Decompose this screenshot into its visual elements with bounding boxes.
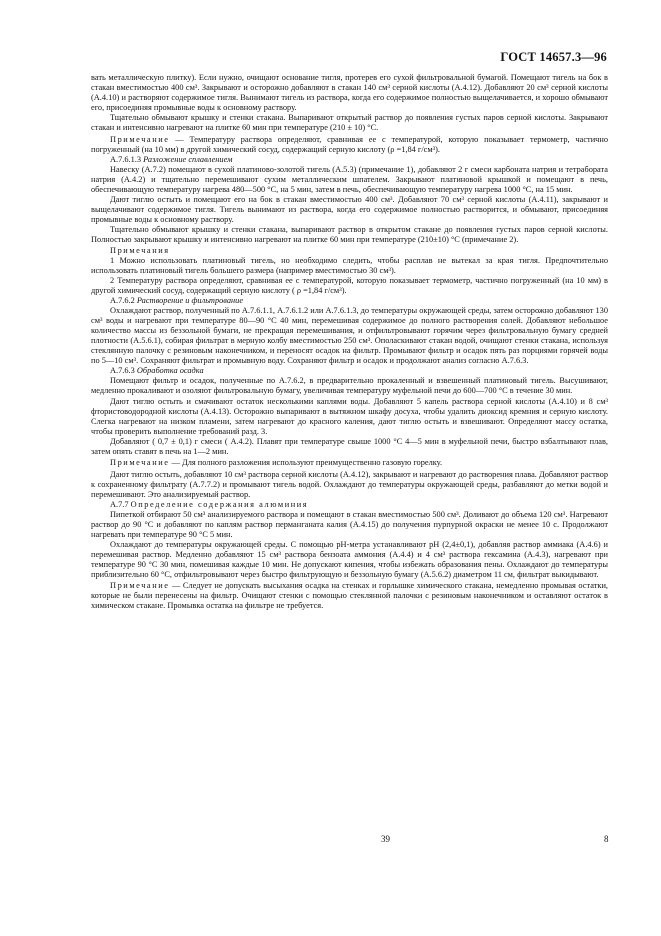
note-paragraph <box>91 581 608 611</box>
page-number-center: 39 <box>381 834 390 844</box>
paragraph: Охлаждают до температуры окружающей среды. С помощью pH-метра устанавливают pH (2,4±0,1), добавляя раствор аммиака (А.4.6) и перемешивая раствор. Медленно добавляют 15 см³ раствора бензоата аммония (А.4.4) и 4 см³ раствора гексамина (А.4.3), нагревают при температуре 90 °С 30 мин, помешивая каждые 10 мин. Не допускают кипения, чтобы избежать образования пены. Охлаждают до температуры приблизительно 60 °С, отфильтровывают через быстро фильтрующую и беззольную бумагу (А.5.6.2) диаметром 11 см, фильтрат выкидывают. <box>91 539 608 579</box>
paragraph: Дают тиглю остыть и смачивают остаток несколькими каплями воды. Добавляют 5 капель раствора серной кислоты (А.4.10) и 8 см³ фтористоводородной кислоты (А.4.13). Осторожно выпаривают в вытяжном шкафу досуха, чтобы удалить диоксид кремния и серную кислоту. Слегка нагревают на низком пламени, затем нагревают до красного каления, дают тиглю остыть и взвешивают. Определяют массу остатка, чтобы проверить выполнение требований разд. 3. <box>91 396 608 436</box>
section-number: А.7.6.3 <box>110 366 135 376</box>
paragraph-continuation: вать металлическую плитку). Если нужно, очищают основание тигля, протерев его сухой фильтровальной бумагой. Помещают тигель на бок в стакан вместимостью 400 см³. Закрывают и осторожно добавляют в стакан 140 см³ серной кислоты (А.4.12). Добавляют 20 см³ серной кислоты (А.4.10) и растворяют содержимое тигля. Вынимают тигель из раствора, когда его содержимое полностью выщелачивается, и хорошо обмывают его, присоединяя промывные воды к основному раствору. <box>91 73 608 113</box>
paragraph: Охлаждают раствор, полученный по А.7.6.1.1, А.7.6.1.2 или А.7.6.1.3, до температуры окружающей среды, затем осторожно добавляют 130 см³ воды и нагревают при температуре 80—90 °С 40 мин, перемешивая содержимое до полного растворения солей. Добавляют небольшое количество массы из беззольной бумаги, не прекращая перемешивания, и отфильтровывают горячим через фильтровальную бумагу средней плотности (А.5.6.1), собирая фильтрат в мерную колбу вместимостью 250 см³. Ополаскивают стакан водой, очищают стенки стакана, используя стеклянную палочку с резиновым наконечником, и переносят осадок на фильтр. Промывают фильтр и осадок пять раз порциями горячей воды по 5—10 см³. Сохраняют фильтрат и промывную воду. Сохраняют фильтр и осадок и продолжают анализ согласно А.7.6.3. <box>91 306 608 366</box>
document-body <box>91 73 608 611</box>
section-number: А.7.6.1.3 <box>110 154 142 164</box>
page-number-right: 8 <box>604 834 609 844</box>
section-title: Растворение и фильтрование <box>136 296 244 306</box>
note-paragraph <box>91 458 608 468</box>
section-heading-a77 <box>91 500 608 510</box>
note-text: — Температуру раствора определяют, сравнивая ее с температурой, которую показывает термометр, частично погруженный (на 10 мм) в другой химический сосуд, содержащий серную кислоту (ρ =1,84 г/см³). <box>91 134 608 154</box>
note-paragraph <box>91 135 608 155</box>
section-title: Определение содержания алюминия <box>130 499 309 509</box>
paragraph: Дают тиглю остыть и помещают его на бок в стакан вместимостью 400 см³. Добавляют 70 см³ серной кислоты (А.4.11), закрывают и выщелачивают содержимое тигля. Тигель вынимают из раствора, когда его содержимое полностью растворится, и обмывают, присоединяя промывные воды к основному раствору. <box>91 194 608 224</box>
note-text: — Следует не допускать высыхания осадка на стенках и горлышке химического стакана, немедленно промывая остатки, которые не были перенесены на фильтр. Очищают стенки с помощью стеклянной палочки с резиновым наконечником и оставляют остаток в химическом стакане. Промывка остатка на фильтре не требуется. <box>91 581 608 611</box>
paragraph: Тщательно обмывают крышку и стенки стакана, выпаривают раствор в открытом стакане до появления густых паров серной кислоты. Полностью закрывают крышку и интенсивно нагревают на плитке 60 мин при температуре (210±10) °С (примечание 2). <box>91 224 608 244</box>
section-title: Обработка осадка <box>136 366 204 376</box>
note-label: Примечание <box>110 134 170 144</box>
paragraph: Добавляют ( 0,7 ± 0,1) г смеси ( А.4.2). Плавят при температуре свыше 1000 °С 4—5 мин в муфельной печи, быстро взбалтывают плав, затем опять ставят в печь на 1—2 мин. <box>91 436 608 456</box>
paragraph: Дают тиглю остыть, добавляют 10 см³ раствора серной кислоты (А.4.12), закрывают и нагревают до растворения плава. Добавляют раствор к сохраненному фильтрату (А.7.7.2) и промывают тигель водой. Охлаждают до температуры окружающей среды, разбавляют до метки водой и перемешивают. Это анализируемый раствор. <box>91 469 608 499</box>
section-heading-a762 <box>91 296 608 306</box>
notes-label: Примечания <box>110 246 170 256</box>
section-number: А.7.6.2 <box>110 296 135 306</box>
paragraph: Тщательно обмывают крышку и стенки стакана. Выпаривают открытый раствор до появления густых паров серной кислоты. Закрывают стакан и интенсивно нагревают на плитке 60 мин при температуре (210 ± 10) °С. <box>91 113 608 133</box>
paragraph: Помещают фильтр и осадок, полученные по А.7.6.2, в предварительно прокаленный и взвешенный платиновый тигель. Высушивают, медленно прокаливают и озоляют фильтровальную бумагу, увеличивая температуру муфельной печи до 600—700 °С в течение 30 мин. <box>91 376 608 396</box>
paragraph: Навеску (А.7.2) помещают в сухой платиново-золотой тигель (А.5.3) (примечание 1), добавляют 2 г смеси карбоната натрия и тетрабората натрия (А.4.2) и тщательно перемешивают сухим металлическим шпателем. Закрывают платиновой крышкой и помещают в печь, обеспечивающую температуру нагрева 480—500 °С, на 5 мин, затем в печь, обеспечивающую температуру нагрева 1000 °С, на 15 мин. <box>91 164 608 194</box>
gost-header: ГОСТ 14657.3—96 <box>500 50 607 64</box>
paragraph: Пипеткой отбирают 50 см³ анализируемого раствора и помещают в стакан вместимостью 500 см³. Доливают до объема 120 см³. Нагревают раствор до 90 °С и добавляют по каплям раствор перманганата калия (А.4.15) до получения пурпурной окраски не менее 10 с. Продолжают нагревать при температуре 90 °С 5 мин. <box>91 509 608 539</box>
section-heading-a763 <box>91 366 608 376</box>
note-label: Примечание <box>110 458 170 468</box>
note-text: — Для полного разложения используют преимущественно газовую горелку. <box>169 458 443 468</box>
section-title: Разложение сплавлением <box>143 154 233 164</box>
section-number: А.7.7 <box>110 499 129 509</box>
note-label: Примечание <box>110 581 170 591</box>
section-heading-a7613 <box>91 155 608 165</box>
note-item: 1 Можно использовать платиновый тигель, но необходимо следить, чтобы расплав не вытекал за края тигля. Предпочтительно использовать платиновый тигель большего размера (например вместимостью 30 см³). <box>91 256 608 276</box>
note-item: 2 Температуру раствора определяют, сравнивая ее с температурой, которую показывает термометр, частично погруженный (на 10 мм) в другой химический сосуд, содержащий серную кислоту ( ρ =1,84 г/см³). <box>91 276 608 296</box>
notes-heading <box>91 246 608 256</box>
